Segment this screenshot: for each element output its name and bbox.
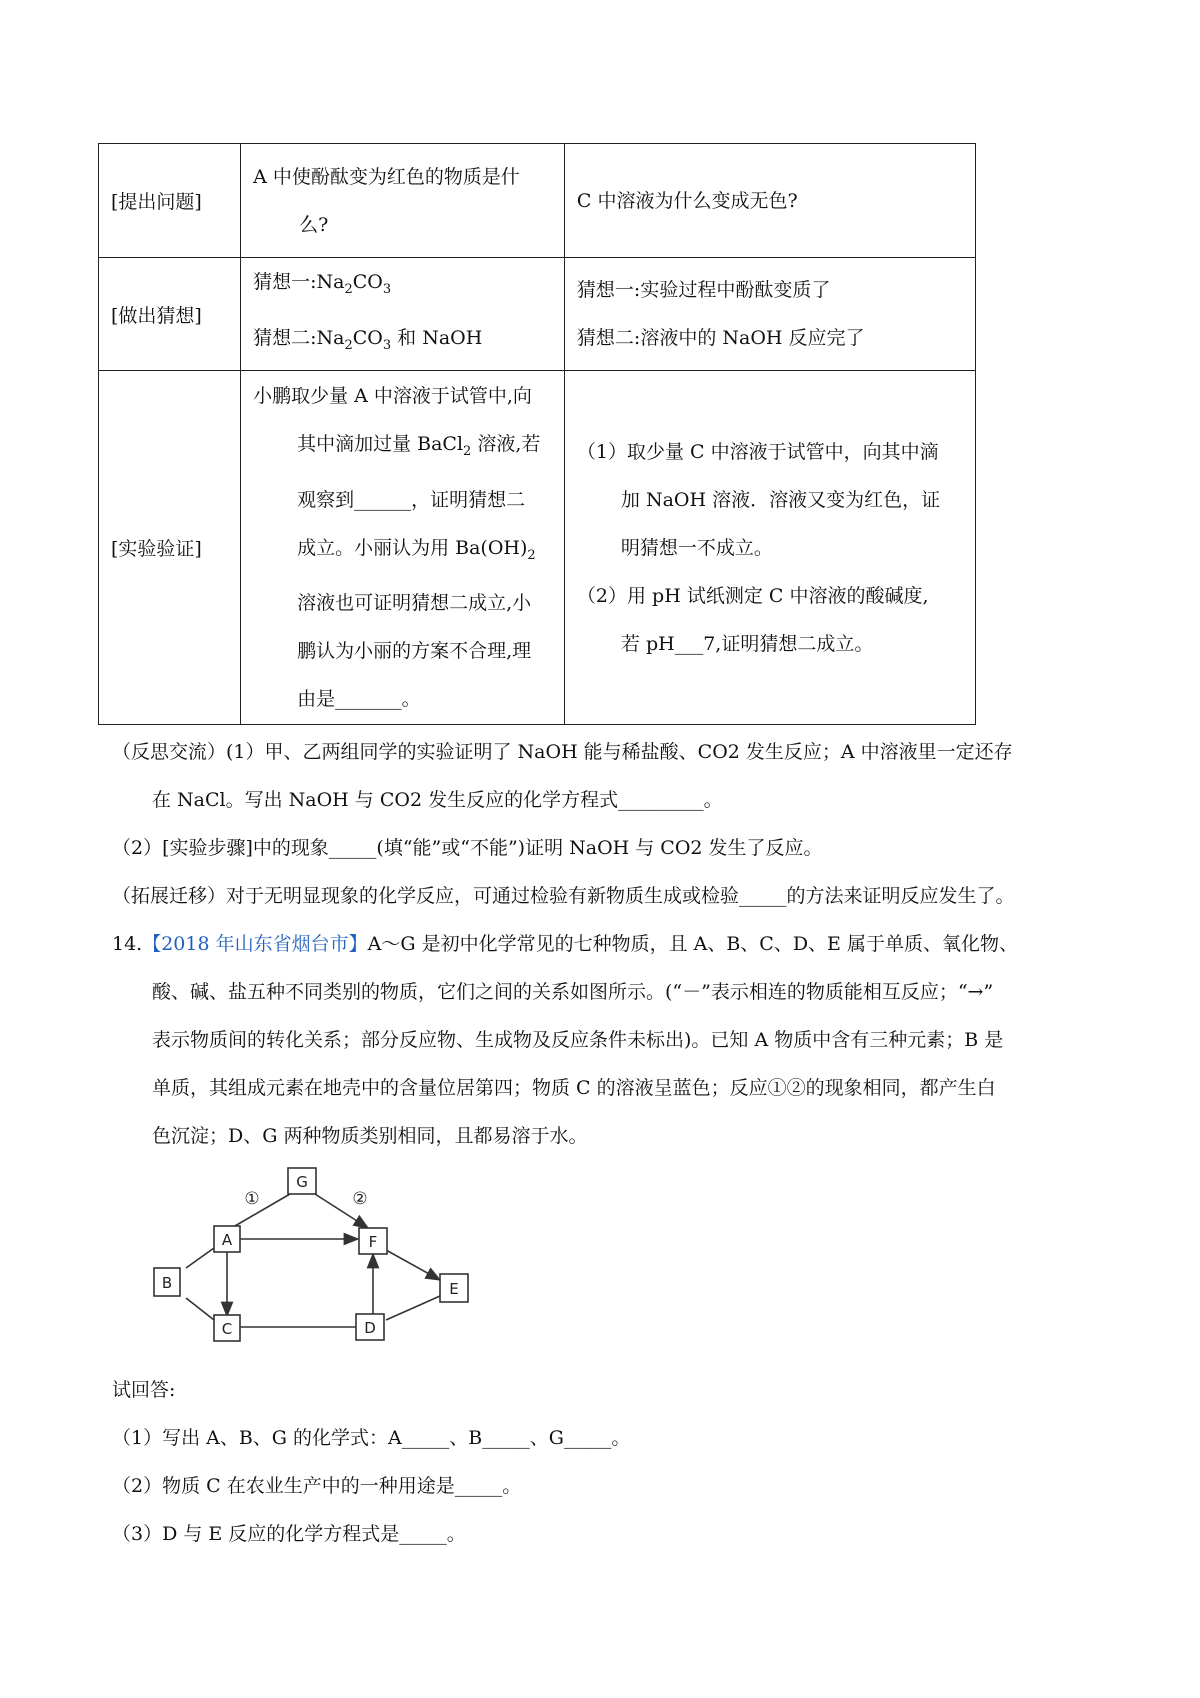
svg-text:G: G bbox=[296, 1173, 308, 1191]
reflect-paragraph-1: （反思交流）(1）甲、乙两组同学的实验证明了 NaOH 能与稀盐酸、CO2 发生反应；A 中溶液里一定还存 bbox=[112, 741, 1013, 763]
row-label: [提出问题] bbox=[99, 144, 241, 258]
node-c bbox=[214, 1315, 240, 1341]
node-d bbox=[356, 1314, 384, 1340]
row-label: [做出猜想] bbox=[99, 258, 241, 371]
sub-question-3: （3）D 与 E 反应的化学方程式是_____。 bbox=[112, 1523, 466, 1545]
cell-text: C 中溶液为什么变成无色? bbox=[576, 189, 798, 212]
reaction-mark-2: ② bbox=[352, 1189, 368, 1209]
cell-text: （1）取少量 C 中溶液于试管中，向其中滴 bbox=[576, 440, 939, 463]
cell-text: A 中使酚酞变为红色的物质是什 bbox=[253, 165, 520, 188]
edge-b-c bbox=[186, 1298, 214, 1320]
table-row bbox=[99, 144, 976, 258]
cell-text: 由是_______。 bbox=[297, 688, 421, 711]
node-a bbox=[214, 1226, 240, 1252]
cell-text: 成立。小丽认为用 $Ba(OH)_2$ bbox=[297, 536, 536, 563]
cell-text: 猜想二:溶液中的 NaOH 反应完了 bbox=[576, 327, 865, 349]
question-14-line-5: 色沉淀；D、G 两种物质类别相同，且都易溶于水。 bbox=[152, 1125, 588, 1147]
cell-text: 猜想一:实验过程中酚酞变质了 bbox=[576, 279, 831, 301]
reflect-paragraph-2: （2）[实验步骤]中的现象_____(填“能”或“不能”)证明 NaOH 与 CO2 发生了反应。 bbox=[112, 837, 823, 859]
reflect-paragraph-1-cont: 在 NaCl。写出 NaOH 与 CO2 发生反应的化学方程式_________。 bbox=[152, 789, 723, 811]
table-row bbox=[99, 371, 976, 725]
question-14-line-3: 表示物质间的转化关系；部分反应物、生成物及反应条件未标出)。已知 A 物质中含有三种元素；B 是 bbox=[152, 1029, 1004, 1051]
guess-two-formula: 猜想二$:Na_2CO_3$ 和 NaOH bbox=[253, 327, 483, 353]
guess-one-formula: 猜想一$:Na_2CO_3$ bbox=[253, 271, 392, 297]
cell-text: （2）用 pH 试纸测定 C 中溶液的酸碱度, bbox=[576, 584, 929, 607]
svg-text:E: E bbox=[449, 1280, 459, 1298]
edge-a-b bbox=[186, 1248, 214, 1268]
cell-text: 鹏认为小丽的方案不合理,理 bbox=[297, 640, 532, 663]
cell-text: 若 pH___7,证明猜想二成立。 bbox=[620, 632, 874, 655]
node-f bbox=[359, 1228, 387, 1254]
edge-f-e bbox=[386, 1250, 440, 1280]
svg-text:C: C bbox=[221, 1320, 233, 1338]
row-label: [实验验证] bbox=[99, 371, 241, 725]
sub-question-1: （1）写出 A、B、G 的化学式：A_____、B_____、G_____。 bbox=[112, 1427, 631, 1449]
sub-question-2: （2）物质 C 在农业生产中的一种用途是_____。 bbox=[112, 1475, 522, 1497]
cell-text: 小鹏取少量 A 中溶液于试管中,向 bbox=[253, 384, 532, 407]
svg-text:A: A bbox=[221, 1231, 233, 1249]
question-14-line-1: 14.【2018 年山东省烟台市】A～G 是初中化学常见的七种物质，且 A、B、C、D、E 属于单质、氧化物、 bbox=[112, 933, 1018, 955]
svg-text:F: F bbox=[368, 1233, 378, 1251]
relationship-diagram bbox=[150, 1160, 470, 1360]
reaction-mark-1: ① bbox=[244, 1189, 260, 1209]
question-source: 【2018 年山东省烟台市】 bbox=[142, 933, 368, 955]
edge-d-e bbox=[386, 1296, 440, 1320]
node-e bbox=[440, 1274, 468, 1302]
svg-text:D: D bbox=[364, 1319, 376, 1337]
experiment-table bbox=[98, 143, 976, 725]
cell-text: 明猜想一不成立。 bbox=[620, 536, 773, 559]
answer-intro: 试回答: bbox=[112, 1379, 176, 1401]
cell-text: 么? bbox=[299, 213, 329, 236]
question-14-line-4: 单质，其组成元素在地壳中的含量位居第四；物质 C 的溶液呈蓝色；反应①②的现象相同，都产生白 bbox=[152, 1077, 996, 1099]
node-b bbox=[154, 1268, 180, 1296]
cell-text: 其中滴加过量 BaCl$_2$ 溶液,若 bbox=[297, 432, 541, 459]
question-14-line-2: 酸、碱、盐五种不同类别的物质，它们之间的关系如图所示。(“－”表示相连的物质能相互反应；“→” bbox=[152, 981, 994, 1003]
question-number: 14. bbox=[112, 933, 143, 955]
cell-text: 加 NaOH 溶液．溶液又变为红色，证 bbox=[620, 488, 941, 511]
cell-text: 溶液也可证明猜想二成立,小 bbox=[297, 592, 532, 615]
svg-text:B: B bbox=[161, 1274, 173, 1292]
table-row bbox=[99, 258, 976, 371]
node-g bbox=[288, 1168, 316, 1194]
cell-text: 观察到______，证明猜想二 bbox=[297, 488, 526, 511]
extend-paragraph: （拓展迁移）对于无明显现象的化学反应，可通过检验有新物质生成或检验_____的方法来证明反应发生了。 bbox=[112, 885, 1015, 907]
